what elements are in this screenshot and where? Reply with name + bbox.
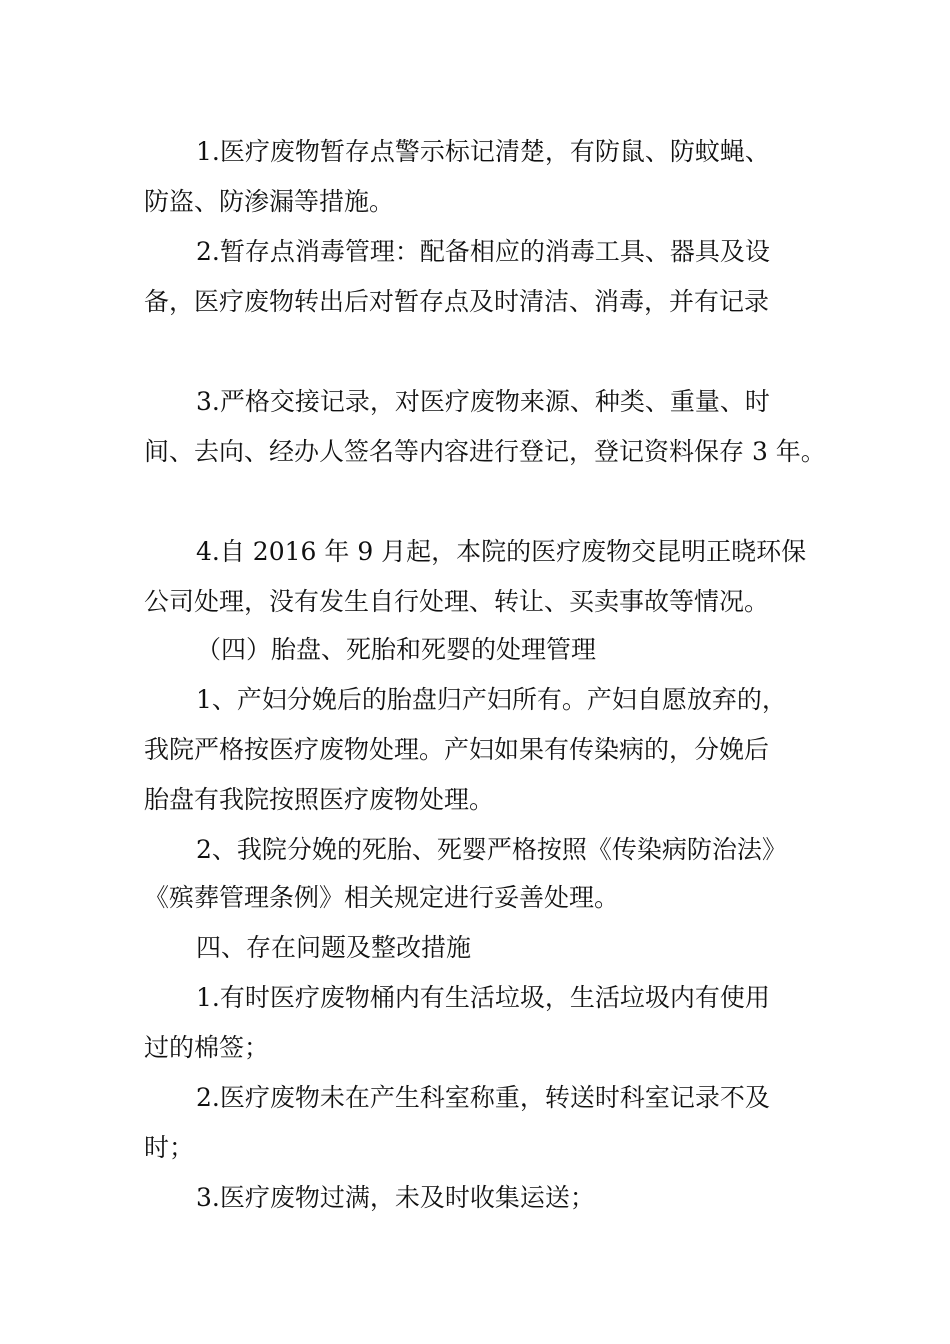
paragraph-line: 2、我院分娩的死胎、死婴严格按照《传染病防治法》 <box>196 835 787 864</box>
section-heading: 四、存在问题及整改措施 <box>196 933 472 962</box>
paragraph-line: 备，医疗废物转出后对暂存点及时清洁、消毒，并有记录 <box>144 287 770 316</box>
paragraph-line: 《殡葬管理条例》相关规定进行妥善处理。 <box>144 883 620 912</box>
paragraph-line: 1、产妇分娩后的胎盘归产妇所有。产妇自愿放弃的， <box>196 685 787 714</box>
paragraph-line: 2.医疗废物未在产生科室称重，转送时科室记录不及 <box>196 1083 770 1112</box>
paragraph-line: 公司处理，没有发生自行处理、转让、买卖事故等情况。 <box>144 587 770 616</box>
paragraph-line: 时； <box>144 1133 195 1162</box>
paragraph-line: 3.医疗废物过满，未及时收集运送； <box>196 1183 595 1212</box>
paragraph-line: 防盗、防渗漏等措施。 <box>144 187 395 216</box>
paragraph-line: 过的棉签； <box>144 1033 270 1062</box>
paragraph-line: 4.自 2016 年 9 月起，本院的医疗废物交昆明正晓环保 <box>196 537 807 566</box>
section-heading: （四）胎盘、死胎和死婴的处理管理 <box>196 635 597 664</box>
paragraph-line: 1.医疗废物暂存点警示标记清楚，有防鼠、防蚊蝇、 <box>196 137 770 166</box>
paragraph-line: 3.严格交接记录，对医疗废物来源、种类、重量、时 <box>196 387 770 416</box>
paragraph-line: 1.有时医疗废物桶内有生活垃圾，生活垃圾内有使用 <box>196 983 770 1012</box>
paragraph-line: 间、去向、经办人签名等内容进行登记，登记资料保存 3 年。 <box>144 437 826 466</box>
paragraph-line: 胎盘有我院按照医疗废物处理。 <box>144 785 495 814</box>
paragraph-line: 我院严格按医疗废物处理。产妇如果有传染病的，分娩后 <box>144 735 770 764</box>
paragraph-line: 2.暂存点消毒管理：配备相应的消毒工具、器具及设 <box>196 237 770 266</box>
